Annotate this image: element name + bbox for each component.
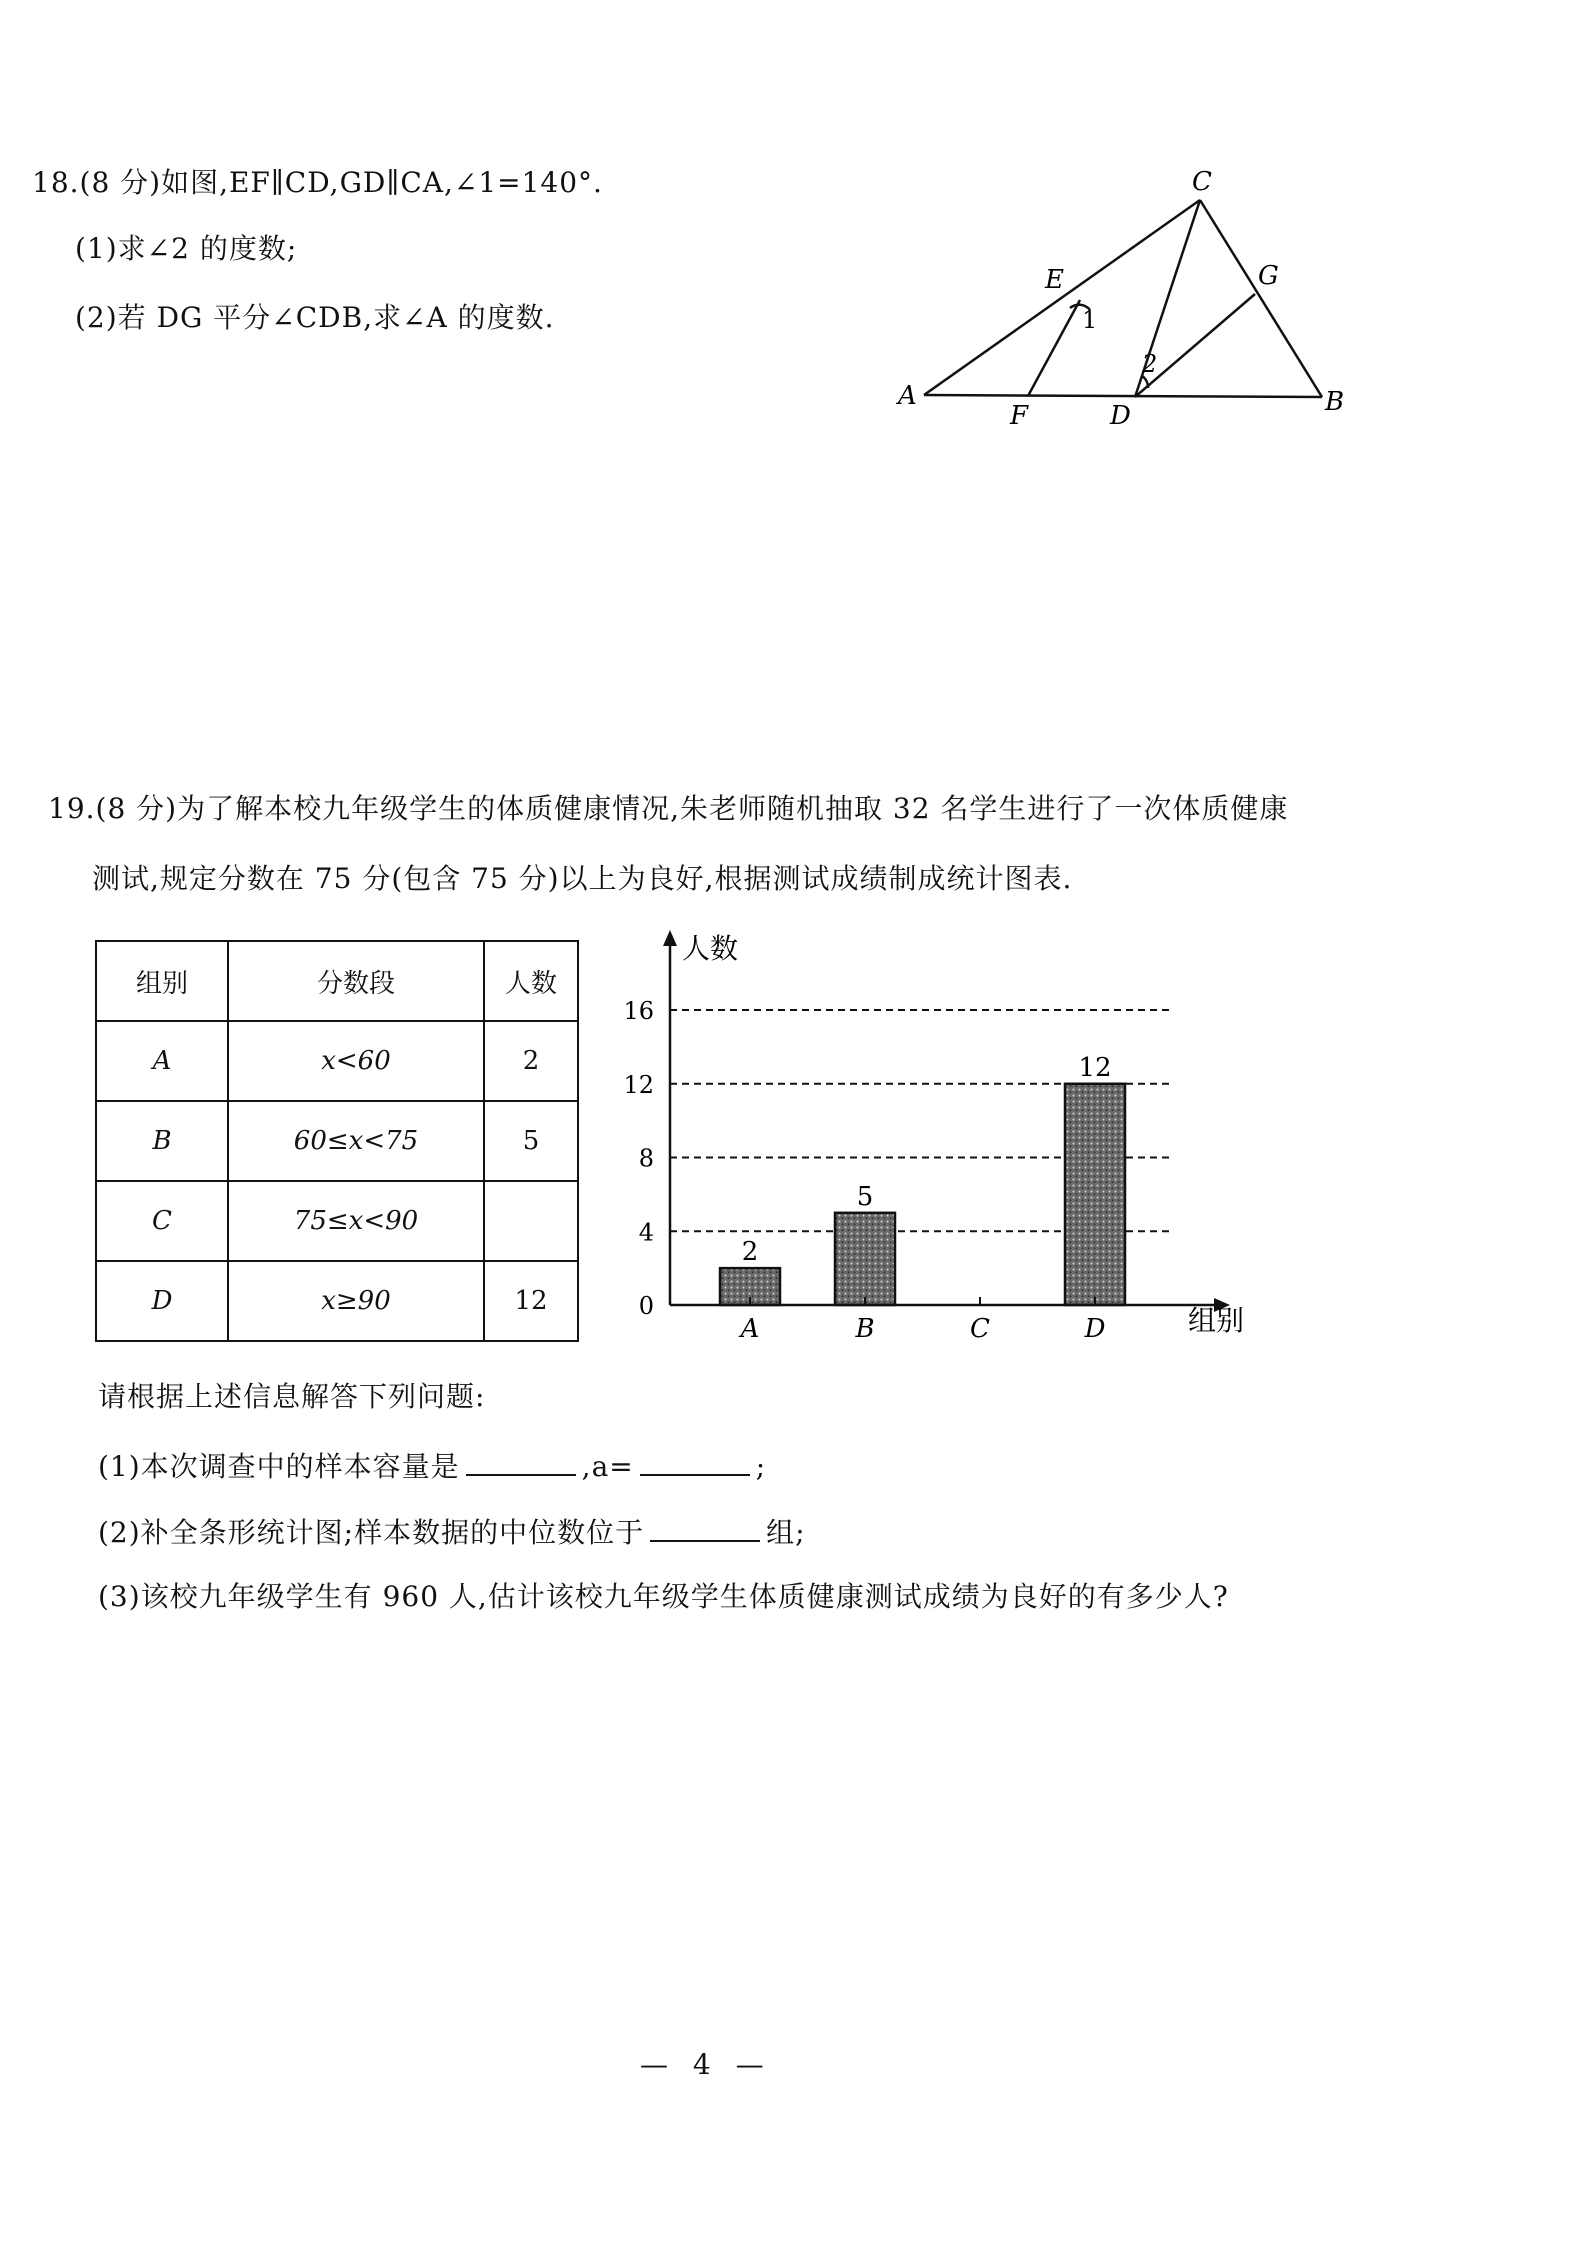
table-header-row [96,941,578,1021]
x-axis-label: 组别 [1188,1304,1245,1337]
table-header: 分数段 [228,941,484,1021]
q19-part1-text: (1)本次调查中的样本容量是 [98,1450,460,1483]
label-e: E [1045,265,1064,295]
table-cell-range: 75≤x<90 [228,1181,484,1261]
segment-ac [924,200,1200,395]
label-d: D [1110,401,1131,431]
table-cell-group: A [96,1021,228,1101]
table-row [96,1181,578,1261]
q19-stem-line2: 测试,规定分数在 75 分(包含 75 分)以上为良好,根据测试成绩制成统计图表. [92,862,1073,895]
q19-part2-text: (2)补全条形统计图;样本数据的中位数位于 [98,1516,645,1549]
median-group-blank[interactable] [650,1514,760,1542]
table-cell-range: x<60 [228,1021,484,1101]
score-table [95,940,579,1342]
segment-cb [1200,200,1322,397]
bar-chart [610,920,1270,1350]
label-b: B [1325,387,1345,417]
label-c: C [1192,167,1212,197]
table-cell-range: 60≤x<75 [228,1101,484,1181]
table-cell-range: x≥90 [228,1261,484,1341]
table-cell-count [484,1181,578,1261]
y-tick-label: 12 [623,1070,654,1099]
table-row [96,1021,578,1101]
y-axis-label: 人数 [682,932,739,965]
table-cell-group: B [96,1101,228,1181]
q19-part1-a-label: ,a= [581,1450,634,1483]
q18-stem: 18.(8 分)如图,EF∥CD,GD∥CA,∠1=140°. [32,166,603,199]
q19-instruction: 请根据上述信息解答下列问题: [98,1380,486,1413]
label-f: F [1010,401,1029,431]
table-row [96,1261,578,1341]
data-label: 12 [1078,1052,1112,1083]
page-number: — 4 — [640,2048,772,2081]
segment-ef [1028,300,1080,396]
data-label: 5 [856,1181,874,1212]
table-row [96,1101,578,1181]
y-tick-label: 16 [623,997,654,1025]
q19-part1 [98,1448,766,1484]
q19-part2 [98,1514,806,1550]
a-value-blank[interactable] [640,1448,750,1476]
q18-part1: (1)求∠2 的度数; [75,232,298,265]
x-tick-label: A [740,1314,760,1344]
data-label: 2 [741,1237,759,1268]
bar-b [835,1213,895,1305]
y-axis-arrow [663,930,677,946]
bar-d [1065,1084,1125,1305]
x-tick-label: D [1084,1314,1106,1344]
table-cell-count: 5 [484,1101,578,1181]
table-cell-group: D [96,1261,228,1341]
y-tick-label: 8 [638,1144,654,1173]
x-tick-label: B [855,1314,875,1344]
sample-size-blank[interactable] [466,1448,576,1476]
q18-part2: (2)若 DG 平分∠CDB,求∠A 的度数. [75,301,555,334]
table-cell-count: 2 [484,1021,578,1101]
label-angle2: 2 [1142,350,1158,378]
q19-stem-line1: 19.(8 分)为了解本校九年级学生的体质健康情况,朱老师随机抽取 32 名学生进行了一次体质健康 [48,792,1289,825]
table-cell-group: C [96,1181,228,1261]
y-tick-label: 0 [638,1292,654,1320]
q19-part2-end: 组; [766,1516,806,1549]
triangle-figure [880,160,1345,431]
table-header: 人数 [484,941,578,1021]
table-cell-count: 12 [484,1261,578,1341]
x-tick-label: C [970,1314,990,1344]
label-a: A [898,381,917,411]
q19-part1-end: ; [755,1450,767,1483]
segment-ab [924,395,1322,397]
y-tick-label: 4 [638,1218,654,1247]
table-header: 组别 [96,941,228,1021]
q19-part3: (3)该校九年级学生有 960 人,估计该校九年级学生体质健康测试成绩为良好的有多少人? [98,1580,1229,1613]
label-angle1: 1 [1082,306,1098,334]
label-g: G [1258,261,1279,291]
